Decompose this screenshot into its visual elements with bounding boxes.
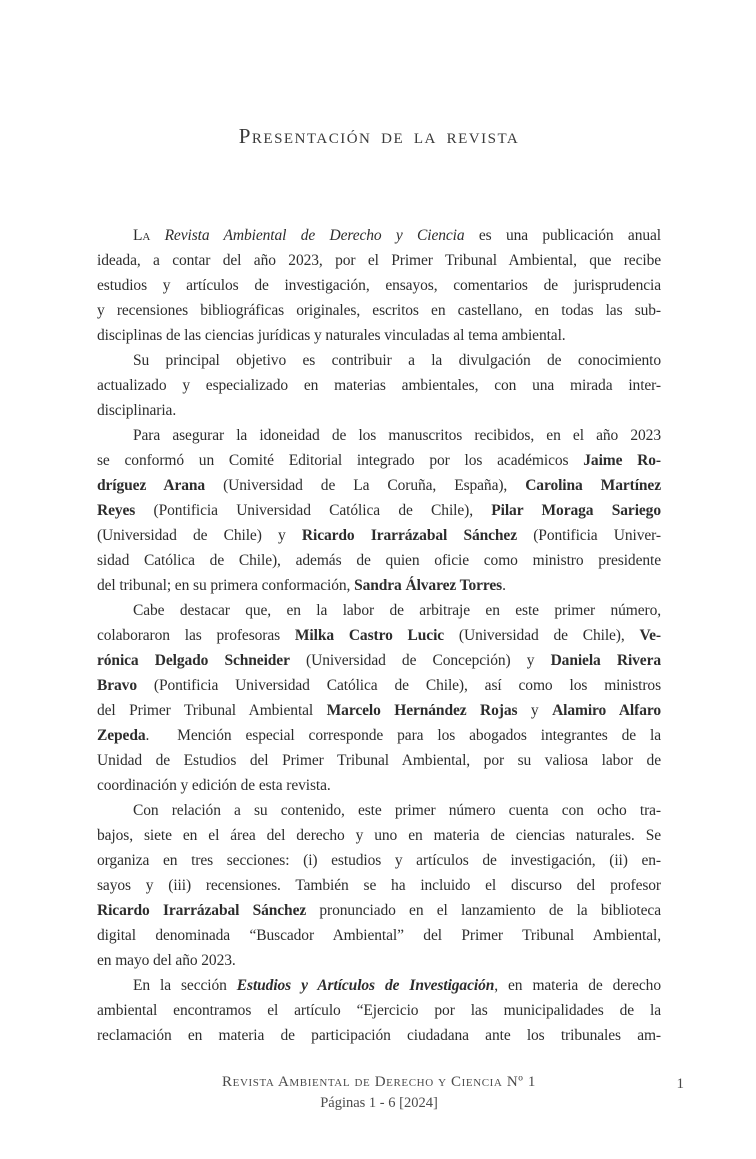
text-run: sidad Católica de Chile), además de quien oficie como ministro presidente — [97, 552, 661, 569]
text-run: Reyes — [97, 502, 136, 519]
text-line — [97, 1023, 661, 1048]
text-line — [97, 873, 661, 898]
text-run: dríguez Arana — [97, 477, 206, 494]
paragraph — [97, 598, 661, 798]
text-line — [97, 373, 661, 398]
text-run: Unidad de Estudios del Primer Tribunal Ambiental, por su valiosa labor de — [97, 752, 661, 769]
text-run: es una publicación anual — [464, 227, 661, 244]
text-run: Revista Ambiental de Derecho y Ciencia — [164, 227, 465, 244]
text-line — [97, 673, 661, 698]
text-line — [97, 998, 661, 1023]
page-footer — [97, 1074, 661, 1112]
text-run: (Pontificia Universidad Católica de Chile), así como los ministros — [136, 677, 661, 694]
text-run: reclamación en materia de participación ciudadana ante los tribunales am- — [97, 1027, 661, 1044]
text-run: Ricardo Irarrázabal Sánchez — [97, 902, 307, 919]
footer-pages-line: Páginas 1 - 6 [2024] — [320, 1095, 438, 1111]
text-line — [97, 448, 661, 473]
text-run: del Primer Tribunal Ambiental — [97, 702, 327, 719]
text-run: La — [133, 227, 151, 244]
text-line — [97, 698, 661, 723]
text-run: ideada, a contar del año 2023, por el Primer Tribunal Ambiental, que recibe — [97, 252, 661, 269]
text-run: colaboraron las profesoras — [97, 627, 295, 644]
text-line — [97, 548, 661, 573]
text-line — [97, 848, 661, 873]
paragraph — [97, 798, 661, 973]
text-run: Ve- — [639, 627, 661, 644]
text-line — [97, 273, 661, 298]
text-run: coordinación y edición de esta revista. — [97, 777, 331, 794]
page-number: 1 — [676, 1076, 684, 1092]
paragraph — [97, 348, 661, 423]
text-run — [150, 227, 164, 244]
text-run: Con relación a su contenido, este primer número cuenta con ocho tra- — [133, 802, 661, 819]
text-run: se conformó un Comité Editorial integrado por los académicos — [97, 452, 584, 469]
text-line — [97, 248, 661, 273]
text-run: (Pontificia Univer- — [517, 527, 661, 544]
text-run: En la sección — [133, 977, 237, 994]
article-body — [97, 223, 661, 1048]
text-line — [97, 398, 661, 423]
text-line — [97, 948, 661, 973]
text-line — [97, 323, 661, 348]
text-run: digital denominada “Buscador Ambiental” del Primer Tribunal Ambiental, — [97, 927, 661, 944]
text-line — [97, 723, 661, 748]
text-run: , en materia de derecho — [494, 977, 661, 994]
paragraph — [97, 423, 661, 598]
text-line — [97, 423, 661, 448]
text-run: (Universidad de La Coruña, España), — [205, 477, 526, 494]
page-title: Presentación de la revista — [238, 124, 520, 148]
text-run: Su principal objetivo es contribuir a la divulgación de conocimiento — [133, 352, 661, 369]
text-run: y — [517, 702, 553, 719]
text-run: Milka Castro Lucic — [294, 627, 445, 644]
text-run: Sandra Álvarez Torres — [354, 577, 503, 594]
text-run: Para asegurar la idoneidad de los manuscritos recibidos, en el año 2023 — [133, 427, 661, 444]
text-run: (Pontificia Universidad Católica de Chile), — [135, 502, 492, 519]
text-run: (Universidad de Chile) y — [97, 527, 302, 544]
text-line — [97, 648, 661, 673]
text-run: actualizado y especializado en materias ambientales, con una mirada inter- — [97, 377, 661, 394]
text-run: pronunciado en el lanzamiento de la biblioteca — [306, 902, 661, 919]
text-line — [97, 898, 661, 923]
text-run: (Universidad de Chile), — [444, 627, 640, 644]
text-run: Jaime Ro- — [583, 452, 661, 469]
text-run: . Mención especial corresponde para los abogados integrantes de la — [145, 727, 661, 744]
text-run: Estudios y Artículos de Investigación — [236, 977, 495, 994]
paragraph — [97, 223, 661, 348]
paragraph — [97, 973, 661, 1048]
text-run: sayos y (iii) recensiones. También se ha incluido el discurso del profesor — [97, 877, 661, 894]
text-run: Cabe destacar que, en la labor de arbitraje en este primer número, — [133, 602, 661, 619]
text-line — [97, 473, 661, 498]
text-run: . — [502, 577, 506, 594]
text-line — [97, 223, 661, 248]
text-line — [97, 573, 661, 598]
text-run: Bravo — [97, 677, 137, 694]
text-run: disciplinaria. — [97, 402, 177, 419]
text-run: ambiental encontramos el artículo “Ejercicio por las municipalidades de la — [97, 1002, 661, 1019]
text-run: (Universidad de Concepción) y — [289, 652, 551, 669]
text-run: y recensiones bibliográficas originales, escritos en castellano, en todas las sub- — [97, 302, 661, 319]
text-run: Zepeda — [97, 727, 146, 744]
text-run: disciplinas de las ciencias jurídicas y naturales vinculadas al tema ambiental. — [97, 327, 566, 344]
text-run: bajos, siete en el área del derecho y uno en materia de ciencias naturales. Se — [97, 827, 661, 844]
text-run: Daniela Rivera — [550, 652, 662, 669]
text-run: Carolina Martínez — [525, 477, 661, 494]
text-line — [97, 498, 661, 523]
text-run: del tribunal; en su primera conformación, — [97, 577, 355, 594]
text-run: Marcelo Hernández Rojas — [326, 702, 518, 719]
text-run: Ricardo Irarrázabal Sánchez — [301, 527, 517, 544]
text-line — [97, 923, 661, 948]
text-run: organiza en tres secciones: (i) estudios y artículos de investigación, (ii) en- — [97, 852, 661, 869]
text-line — [97, 773, 661, 798]
text-run: estudios y artículos de investigación, ensayos, comentarios de jurisprudencia — [97, 277, 661, 294]
text-line — [97, 798, 661, 823]
text-line — [97, 623, 661, 648]
text-line — [97, 298, 661, 323]
text-run: rónica Delgado Schneider — [97, 652, 290, 669]
text-run: Pilar Moraga Sariego — [491, 502, 661, 519]
text-line — [97, 348, 661, 373]
text-line — [97, 523, 661, 548]
footer-journal-line: Revista Ambiental de Derecho y Ciencia Nº 1 — [222, 1074, 536, 1090]
text-line — [97, 973, 661, 998]
text-run: Alamiro Alfaro — [552, 702, 662, 719]
text-run: en mayo del año 2023. — [97, 952, 236, 969]
text-line — [97, 598, 661, 623]
text-line — [97, 823, 661, 848]
text-line — [97, 748, 661, 773]
